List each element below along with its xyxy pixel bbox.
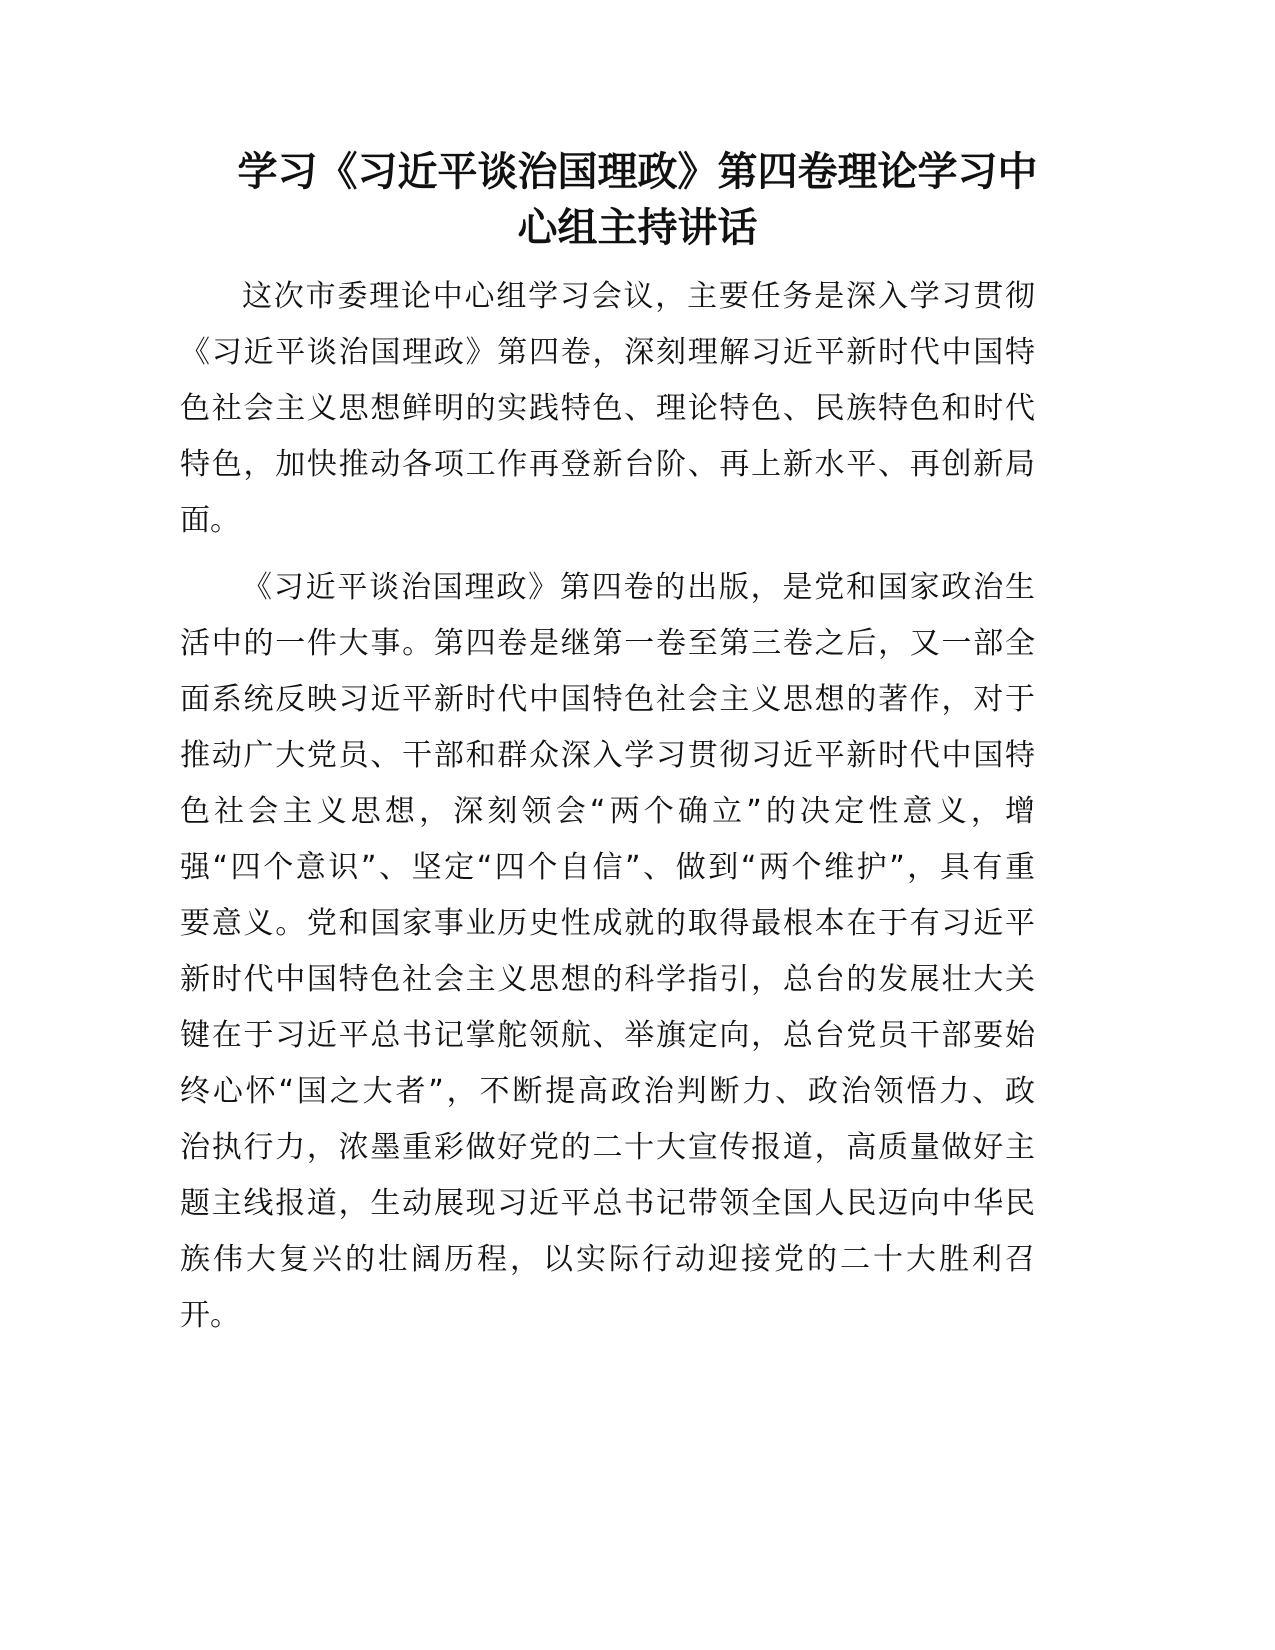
text-line: 治执行力，浓墨重彩做好党的二十大宣传报道，高质量做好主 xyxy=(180,1130,1035,1165)
text-line: 《习近平谈治国理政》第四卷的出版，是党和国家政治生 xyxy=(242,570,1035,605)
text-line: 特色，加快推动各项工作再登新台阶、再上新水平、再创新局 xyxy=(180,447,1035,482)
text-line: 推动广大党员、干部和群众深入学习贯彻习近平新时代中国特 xyxy=(180,738,1035,773)
document-title-line-1: 学习《习近平谈治国理政》第四卷理论学习中 xyxy=(237,149,1038,195)
text-line: 面系统反映习近平新时代中国特色社会主义思想的著作，对于 xyxy=(180,682,1035,717)
text-line: 要意义。党和国家事业历史性成就的取得最根本在于有习近平 xyxy=(180,906,1035,941)
text-line: 活中的一件大事。第四卷是继第一卷至第三卷之后，又一部全 xyxy=(180,626,1035,661)
text-line: 新时代中国特色社会主义思想的科学指引，总台的发展壮大关 xyxy=(180,962,1035,997)
text-line: 键在于习近平总书记掌舵领航、举旗定向，总台党员干部要始 xyxy=(180,1018,1035,1053)
document-title-line-2: 心组主持讲话 xyxy=(517,205,758,251)
body-paragraph-2 xyxy=(180,560,1035,1344)
text-line: 开。 xyxy=(180,1298,240,1333)
text-line: 强“四个意识”、坚定“四个自信”、做到“两个维护”，具有重 xyxy=(180,850,1035,885)
text-line: 《习近平谈治国理政》第四卷，深刻理解习近平新时代中国特 xyxy=(180,335,1035,370)
text-line: 面。 xyxy=(180,503,240,538)
text-line: 终心怀“国之大者”，不断提高政治判断力、政治领悟力、政 xyxy=(180,1074,1035,1109)
text-line: 题主线报道，生动展现习近平总书记带领全国人民迈向中华民 xyxy=(180,1186,1035,1221)
text-line: 族伟大复兴的壮阔历程，以实际行动迎接党的二十大胜利召 xyxy=(180,1242,1035,1277)
body-paragraph-1 xyxy=(180,269,1035,549)
text-line: 这次市委理论中心组学习会议，主要任务是深入学习贯彻 xyxy=(242,279,1035,314)
text-line: 色社会主义思想鲜明的实践特色、理论特色、民族特色和时代 xyxy=(180,391,1035,426)
text-line: 色社会主义思想，深刻领会“两个确立”的决定性意义，增 xyxy=(180,794,1035,829)
